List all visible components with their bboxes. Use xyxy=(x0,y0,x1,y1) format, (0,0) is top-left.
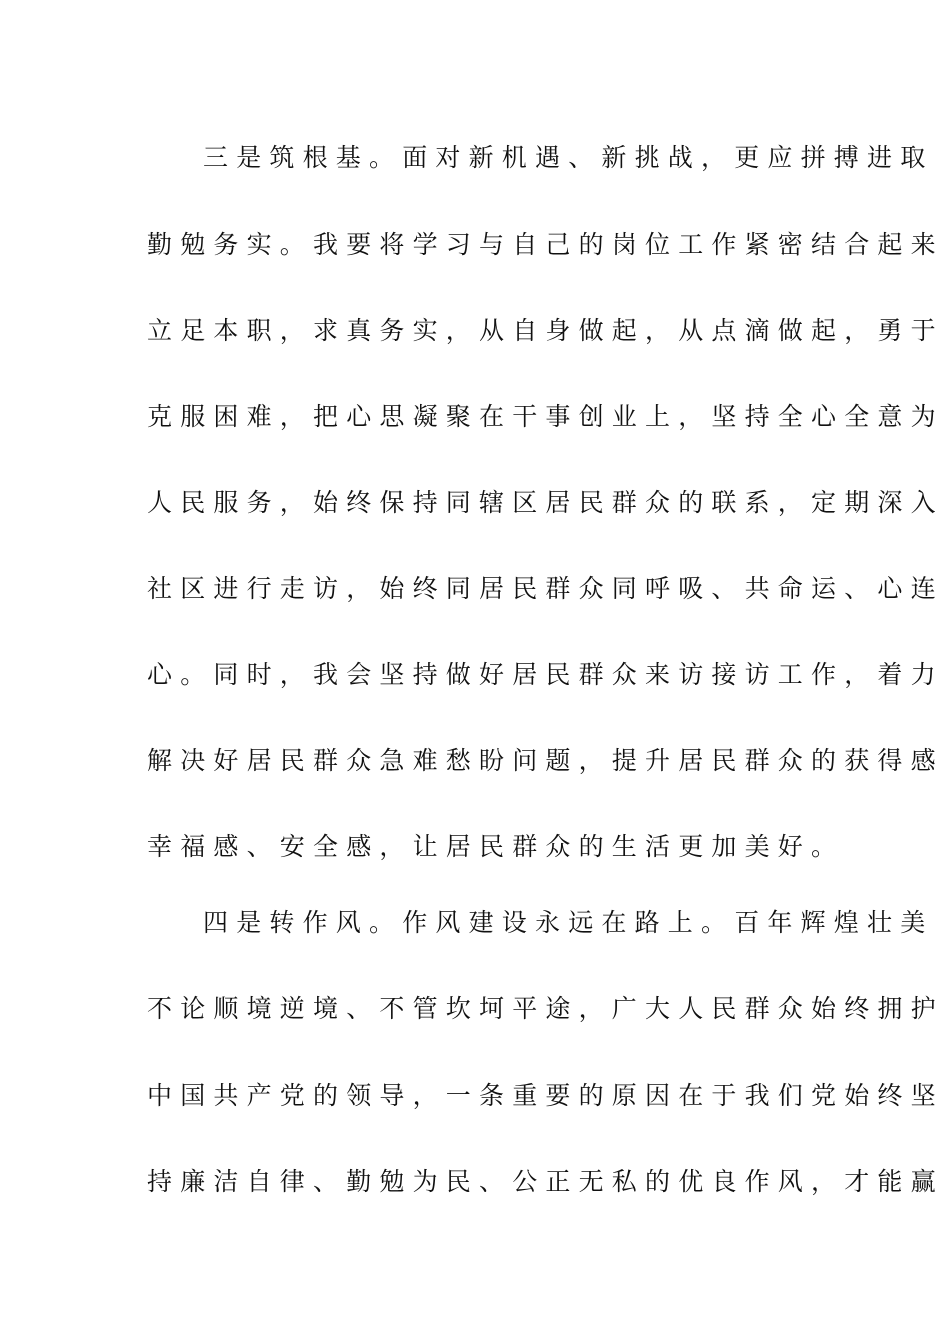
paragraph-line: 解决好居民群众急难愁盼问题，提升居民群众的获得感 xyxy=(147,746,944,775)
paragraph-line: 克服困难，把心思凝聚在干事创业上，坚持全心全意为 xyxy=(147,402,944,431)
paragraph-line: 不论顺境逆境、不管坎坷平途，广大人民群众始终拥护 xyxy=(147,994,944,1023)
paragraph-line: 中国共产党的领导，一条重要的原因在于我们党始终坚 xyxy=(147,1081,944,1110)
paragraph-line: 心。同时，我会坚持做好居民群众来访接访工作，着力 xyxy=(147,660,944,689)
paragraph-line: 人民服务，始终保持同辖区居民群众的联系，定期深入 xyxy=(147,488,944,517)
paragraph-line: 三是筑根基。面对新机遇、新挑战，更应拼搏进取 xyxy=(203,143,934,172)
paragraph-line: 幸福感、安全感，让居民群众的生活更加美好。 xyxy=(147,832,845,861)
paragraph-line: 立足本职，求真务实，从自身做起，从点滴做起，勇于 xyxy=(147,316,944,345)
paragraph-line: 四是转作风。作风建设永远在路上。百年辉煌壮美 xyxy=(203,908,934,937)
paragraph-line: 社区进行走访，始终同居民群众同呼吸、共命运、心连 xyxy=(147,574,944,603)
paragraph-line: 勤勉务实。我要将学习与自己的岗位工作紧密结合起来 xyxy=(147,230,944,259)
paragraph-line: 持廉洁自律、勤勉为民、公正无私的优良作风，才能赢 xyxy=(147,1167,944,1196)
